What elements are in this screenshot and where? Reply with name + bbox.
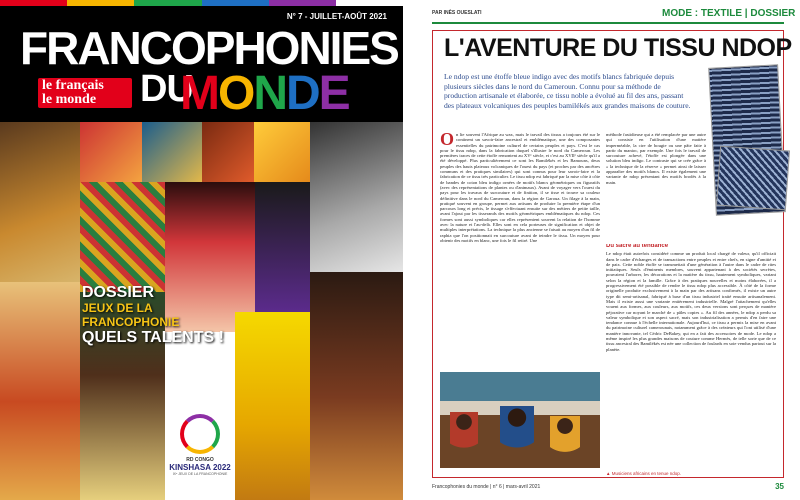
- cover-photo: [255, 182, 310, 312]
- color-stripe: [0, 0, 403, 6]
- column-2-text: méthode fastidieuse qui a été remplacée par une autre qui consiste en l'utilisation d'une matière imperméable, la cire de bougie ou une pâte faite à partir du manioc, par exemple. Une fois le travail de surcouture achevé, l'étoffe est plongée dans une solution bleu indigo. Le contraste qui se crée grâce à « la technique de la réserve » permet ainsi de laisser apparaître des motifs blancs. Il existe également une variante de ndop présentant des motifs brodés à la main.: [606, 132, 706, 185]
- stripe-segment: [269, 0, 336, 6]
- section-separator: |: [744, 8, 748, 19]
- dossier-subheadline: QUELS TALENTS !: [82, 329, 224, 346]
- monde-letter: O: [217, 67, 254, 120]
- cover-photo: [310, 122, 403, 272]
- musician-figure: [500, 406, 534, 464]
- logo-line-1: le français: [42, 78, 104, 93]
- cover-photo: [202, 122, 254, 182]
- stripe-segment: [134, 0, 201, 6]
- stripe-segment: [67, 0, 134, 6]
- stripe-segment: [202, 0, 269, 6]
- cover-photo: [310, 272, 403, 500]
- dossier-headline: JEUX DE LA FRANCOPHONIE: [82, 301, 180, 329]
- article-lede: Le ndop est une étoffe bleue indigo avec des motifs blancs fabriquée depuis plusieurs siècles dans le nord du Cameroun. Connu pour sa méthode de production artisanale et élaborée, ce tissu noble a évolué au fil des ans, passant des plateaux volcaniques des peuples bamilékés aux grandes maisons de couture.: [444, 72, 691, 110]
- article-page: [416, 0, 800, 500]
- page-number: 35: [775, 482, 784, 491]
- column-subhead: Du sacré au tendance: [606, 244, 669, 249]
- logo-subtitle: IXᵉ JEUX DE LA FRANCOPHONIE: [172, 472, 228, 476]
- article-column-2: [606, 132, 706, 238]
- cover-photo: [235, 312, 310, 500]
- dossier-label: DOSSIER: [82, 284, 155, 301]
- monde-letter: E: [318, 67, 349, 120]
- section-mode: MODE : TEXTILE: [662, 8, 742, 19]
- cover-photo: [0, 282, 80, 500]
- drop-cap: O: [440, 132, 455, 149]
- photo-caption: ▲ Musiciens africains en tenue ndop.: [606, 471, 681, 476]
- logo-city: KINSHASA 2022: [169, 463, 231, 472]
- byline: PAR INÈS OUESLATI: [432, 10, 482, 16]
- section-tag: [662, 8, 795, 19]
- article-headline: L'AVENTURE DU TISSU NDOP: [444, 34, 792, 62]
- stripe-segment: [0, 0, 67, 6]
- issue-number: N° 7 - JUILLET-AOÛT 2021: [286, 12, 387, 21]
- cover-photo: [80, 182, 165, 292]
- masthead-monde: [180, 67, 349, 120]
- logo-line-2: le monde: [42, 92, 97, 107]
- musician-figure: [450, 412, 478, 462]
- logo-country: RD CONGO: [186, 457, 214, 463]
- cover-photo: [142, 122, 202, 182]
- musician-figure: [550, 416, 580, 466]
- musicians-photo: [440, 372, 600, 468]
- cover-photo: [254, 122, 310, 182]
- monde-letter: D: [286, 67, 319, 120]
- masthead-du: DU: [140, 68, 193, 110]
- ndop-fabric-image: [716, 146, 790, 211]
- cover-dossier-teaser: [82, 284, 242, 347]
- masthead-title: FRANCOPHONIES: [20, 22, 398, 74]
- column-3-text: Le ndop était autrefois considéré comme un produit local chargé de valeur, qu'il officiait dans le cadre d'échanges et de transactions entre peuples et entre chefs, en signe d'amitié et de paix. Cette noble étoffe se transmettait d'une génération à l'autre dans le cadre de rites initiatiques. Seuls d'éminents membres, souvent appartenant à des sociétés secrètes, pouvaient l'arborer, les décorations et la matière du tissu, hautement symboliques, variant selon la région et la famille. Grâce à des pratiques nouvelles et moins élaborées, il a progressivement été possible de rendre le tissu ndop plus accessible. À côté de la forme originelle produite exclusivement à la main par des artisans confirmés, il existe un autre type dit semi-artisanal, fabriqué à base d'un tissu industriel traité ensuite artisanalement. Mais il existe aussi une variante entièrement industrielle. Malgré l'attachement qu'elles vouent aux formes, aux couleurs, aux motifs, ces deux versions sont perçues de manière péjorative car noyant le marché de « pâles copies ». Au fil des années, le ndop a perdu sa valeur symbolique et son aspect sacré, mais son industrialisation a permis d'en faire une tendance connue à l'échelle internationale. Aujourd'hui, ce tissu a permis la mise en avant du patrimoine culturel camerounais, notamment grâce à des créateurs qui l'ont utilisé d'une manière innovante, tel Cédric DeBakey, qui en a fait des accessoires de mode. Le ndop a même inspiré les plus grandes maisons de couture comme Hermès, de telle sorte que de ce tissu ancestral des Bamilékés est née une collection de foulards en soie vendus partout sur la planète.: [606, 251, 776, 352]
- article-column-1: [440, 132, 600, 364]
- article-column-3: [606, 244, 776, 470]
- monde-letter: N: [253, 67, 286, 120]
- stripe-segment: [336, 0, 403, 6]
- kinshasa-2022-logo: [168, 412, 232, 492]
- top-rule: [432, 22, 784, 24]
- le-francais-logo: [38, 78, 132, 108]
- games-emblem-icon: [180, 414, 220, 454]
- section-dossier: DOSSIER: [750, 8, 796, 19]
- cover-photo: [80, 122, 142, 182]
- cover-photo: [0, 122, 80, 282]
- monde-letter: M: [180, 67, 218, 120]
- spread-gutter: [403, 0, 416, 500]
- page-footer: Francophonies du monde | n° 6 | mars-avril 2021: [432, 484, 541, 490]
- column-1-text: n lie souvent l'Afrique au wax, mais le travail des tissus a toujours été sur le continent un savoir-faire ancestral et emblématique, une des composantes essentielles du patrimoine culturel de certains peuples et pays. C'est le cas pour le tissu ndop, dans la fabrication duquel s'illustre le nord du Cameroun. Les premières traces de cette étoffe remontent au XVᵉ siècle, et c'est au XVIIᵉ siècle qu'il a été développé. Plus particulièrement ce sont les Bamilékés et les Bamouns, deux peuples des hauts plateaux volcaniques de l'ouest du pays (et proches par des ancêtres communs et des pratiques similaires) qui sont connus pour leur savoir-faire et la fabrication de ce tissu très particulier. Le tissu ndop est fabriqué par la mise côte à côte de bandes de coton bleu indigo ornées de motifs blancs géométriques ou figuratifs (avec des représentations de plantes ou d'animaux). Avant de voyager vers l'ouest du pays pour les travaux de surcouture et de finition, il se tisse et trouve sa couleur définitive dans le nord du Cameroun, dans la région de Garoua. Un filage à la main, pratiqué souvent en groupe, permet aux artisans de produire la première étape d'un parcours long et précis, le tissage s'effectuant ensuite sur des métiers de petite taille, avant l'ajout par les tisserands des motifs géométriques emblématiques du ndop. Ces formes sont aussi symboliques car elles représentent souvent la relation de l'homme avec la nature et l'au-delà. Elles sont en cela porteuses de signification et objet de multiples interprétations. La technique la plus ancienne se faisait au moyen d'un fil de raphia que l'on positionnait en surcouture avant de teindre le tissu. Un moyen pour obtenir des motifs en blanc, une fois le fil retiré. Une: [440, 132, 600, 243]
